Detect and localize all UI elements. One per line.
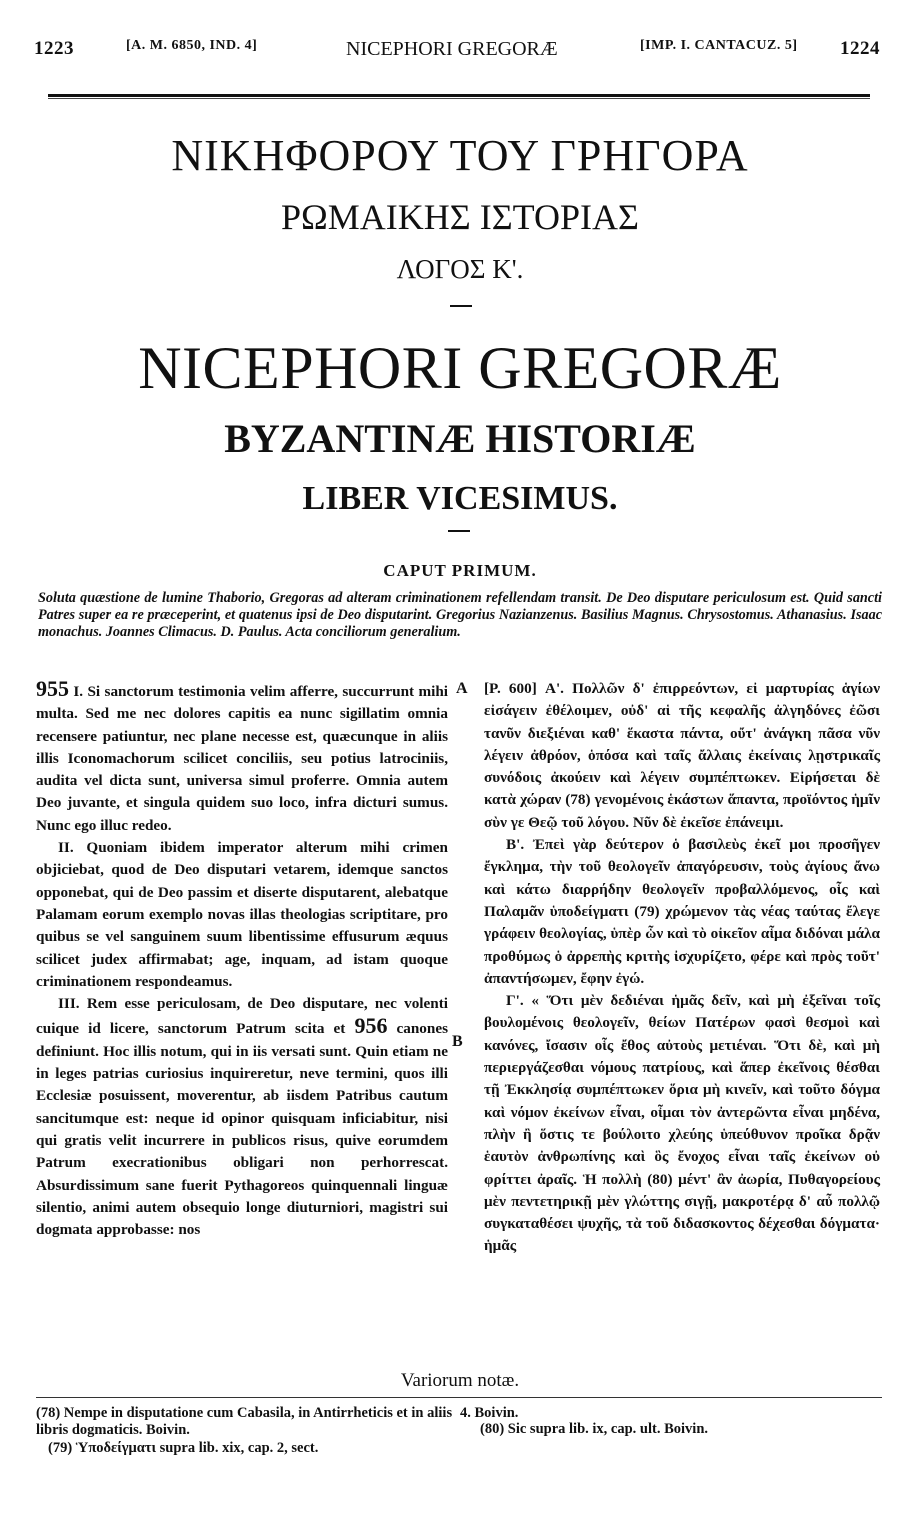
margin-letter-b: B — [452, 1033, 463, 1050]
title-separator — [450, 305, 472, 307]
chapter-summary — [38, 590, 882, 641]
greek-paragraph-3: Γ'. « Ὅτι μὲν δεδιέναι ἡμᾶς δεῖν, καὶ μὴ ἐξεῖναι τοῖς βουλομένοις θεολογεῖν, θείων Πατέρων φασὶ θεσμοὶ καὶ κανόνες, ἴσασιν οἷς ἔθος αὐτοὺς μετιέναι. Ὅτι δὲ, καὶ μὴ περιεργάζεσθαι νόμους πατρίους, καὶ ἅπερ ἐκεῖνοις θέσθαι τῇ Ἐκκλησίᾳ συμπέπτωκεν ὅρια μὴ κινεῖν, καὶ τοῦτο δόγμα καὶ νόμον ἐκείνων εἶναι, οἶμαι τὸν ἀντερῶντα εἶναι μηδένα, πλὴν ἢ ὅστις τε βούλοιτο χλεύης ὑπεύθυνον προῖκα δρᾷν ἑαυτὸν ἀνθρωπίνης καὶ ὃς ἔνοχος εἶναι ταῖς ἐκείνων οὐ φρίττει ἀραῖς. Ἡ πολλὴ (80) μέντ' ἂν ἀωρία, Πυθαγορείους μὲν πεντετηρικῇ μὲν γλώττης σιγῇ, μακροτέρᾳ δ' αὖ πολλῷ συγκαταθέσει ψυχῆς, τὰ τοῦ διδασκοντος δέχεσθαι δόγματα· ἡμᾶς — [484, 992, 880, 1255]
notes-rule — [36, 1397, 882, 1398]
summary-text: Soluta quæstione de lumine Thaborio, Gregoras ad alteram criminationem refellendam transit. De Deo disputare periculosum est. Quid sancti Patres super ea re præceperint, et quatenus ipsi de Deo disputarint. Gregorius Nazianzenus. Basilius Magnus. Chrysostomus. Athanasius. Isaac monachus. Joannes Climacus. D. Paulus. Acta conciliorum generalium. — [38, 590, 882, 640]
greek-paragraph-1: [P. 600] Α'. Πολλῶν δ' ἐπιρρεόντων, εἰ μαρτυρίας ἁγίων εἰσάγειν ἐθέλοιμεν, οὐδ' αἱ τῆς κεφαλῆς ἀλγηδόνες ἐῶσι τανῦν διεξιέναι καθ' ἕκαστα πάντα, οὔτ' ἀνάγκη πᾶσα νῦν λέγειν ἀθρόον, ὁπόσα καὶ ταῖς ἄλλαις ἐκείναις λῃστρικαῖς συνόδοις ἀκούειν καὶ λέγειν συμπέπτωκεν. Εἰρήσεται δὲ κατὰ χώραν (78) γενομένοις ἑκάστων ἅπαντα, προϊόντος ἡμῖν σὺν γε Θεῷ τοῦ λόγου. Νῦν δὲ ἐκεῖσε ἐπάνειμι. — [484, 680, 880, 831]
latin-work-title: BYZANTINÆ HISTORIÆ — [224, 416, 696, 461]
latin-paragraph-1 — [36, 678, 448, 837]
chapter-heading: CAPUT PRIMUM. — [383, 561, 537, 580]
note-78: (78) Nempe in disputatione cum Cabasila, in Antirrheticis et in aliis libris dogmaticis. Boivin. — [36, 1405, 453, 1438]
margin-letter-a: A — [456, 680, 468, 697]
running-head — [30, 38, 890, 62]
latin-paragraph-3a: III. Rem esse periculosam, de Deo disputare, nec volenti cuique id licere, sanctorum Patrum scita et — [36, 995, 448, 1038]
column-number-left: 1223 — [34, 38, 74, 59]
greek-author-title: ΝΙΚΗΦΟΡΟΥ ΤΟΥ ΓΡΗΓΟΡΑ — [171, 131, 749, 180]
note-80: (80) Sic supra lib. ix, cap. ult. Boivin. — [480, 1421, 709, 1437]
greek-book-title: ΛΟΓΟΣ Κ'. — [396, 254, 524, 284]
latin-book-title: LIBER VICESIMUS. — [302, 480, 618, 517]
greek-paragraph-2: Β'. Ἐπεὶ γὰρ δεύτερον ὁ βασιλεὺς ἐκεῖ μοι προσῆγεν ἔγκλημα, τὴν τοῦ θεολογεῖν ἀπαγόρευσιν, τοὺς ἁγίους ἄνω καὶ κάτω διαρρήδην θεολογεῖν προβαλλόμενος, οἷς καὶ Παλαμᾶν ὑποδείγματι (79) χρώμενον τὰς νέας ταύτας ἔλεγε γράφειν θεολογίας, ὑπὲρ ὧν καὶ τὸ οἰκεῖον αἷμα διδόναι μάλα προθύμως ὁ ἀρρεπὴς κριτὴς ἰσχυρίζετο, φέρε καὶ πρὸς τοῦτ' ἀπαντήσωμεν, ἔφην ἐγώ. — [484, 836, 880, 987]
greek-column — [484, 678, 880, 1258]
note-79: (79) Ὑποδείγματι supra lib. xix, cap. 2, sect. — [48, 1440, 319, 1456]
header-rule — [48, 94, 870, 97]
latin-paragraph-1-text: I. Si sanctorum testimonia velim afferre, succurrunt mihi multa. Sed me nec dolores capitis ea nunc sigillatim omnia recensere patiuntur, nec plane necesse est, quæcunque in aliis illis Iconomachorum scilicet conciliis, seu potius latrociniis, audita vel dicta sunt, universa simul proferre. Omnia autem Deo juvante, et singula quidem suo loco, infra dicturi sumus. Nunc ego illuc redeo. — [36, 683, 449, 834]
latin-author-title: NICEPHORI GREGORÆ — [138, 335, 782, 401]
latin-paragraph-3b: canones definiunt. Hoc illis notum, qui in iis versati sunt. Quin etiam ne in leges patrias curiosius inquireretur, neve termini, quos illi Ecclesiæ posuissent, moverentur, ab iisdem Patribus cautum sancitumque est: neque id opinor quisquam inficiabitur, nisi qui gratis velit incurrere in publicos risus, quive eorumdem Patrum execrationibus obligari non perhorrescat. Absurdissimum sane fuerit Pythagoreos quinquennali linguæ silentio, animi autem obsequio longe diuturniori, magistri sui dogmata approbasse: nos — [36, 1020, 448, 1239]
latin-column — [36, 678, 448, 1241]
header-rule-thin — [48, 98, 870, 99]
latin-paragraph-2: II. Quoniam ibidem imperator alterum mihi crimen objiciebat, quod de Deo disputari vetarem, idemque sanctos opponebat, qui de Deo passim et diserte disputarent, alebatque Palamam eorum exemplo novas illas theologias scriptitare, pro quibus se vel sanguinem suum libentissime effusurum æquus scilicet judex affirmabat; age, inquam, ad istam quoque criminationem respondeamus. — [36, 839, 448, 990]
column-number-right: 1224 — [840, 38, 880, 59]
latin-paragraph-3 — [36, 993, 448, 1241]
page-marker: 955 — [36, 676, 69, 701]
title-separator — [448, 530, 470, 532]
chronology-ref-left: [A. M. 6850, IND. 4] — [126, 38, 258, 53]
chronology-ref-right: [IMP. I. CANTACUZ. 5] — [640, 38, 798, 53]
page-marker: 956 — [354, 1013, 388, 1039]
running-title: NICEPHORI GREGORÆ — [346, 38, 558, 60]
notes-heading: Variorum notæ. — [400, 1370, 520, 1391]
greek-work-title: ΡΩΜΑΙΚΗΣ ΙΣΤΟΡΙΑΣ — [281, 197, 639, 237]
note-79-continued: 4. Boivin. — [460, 1405, 519, 1421]
